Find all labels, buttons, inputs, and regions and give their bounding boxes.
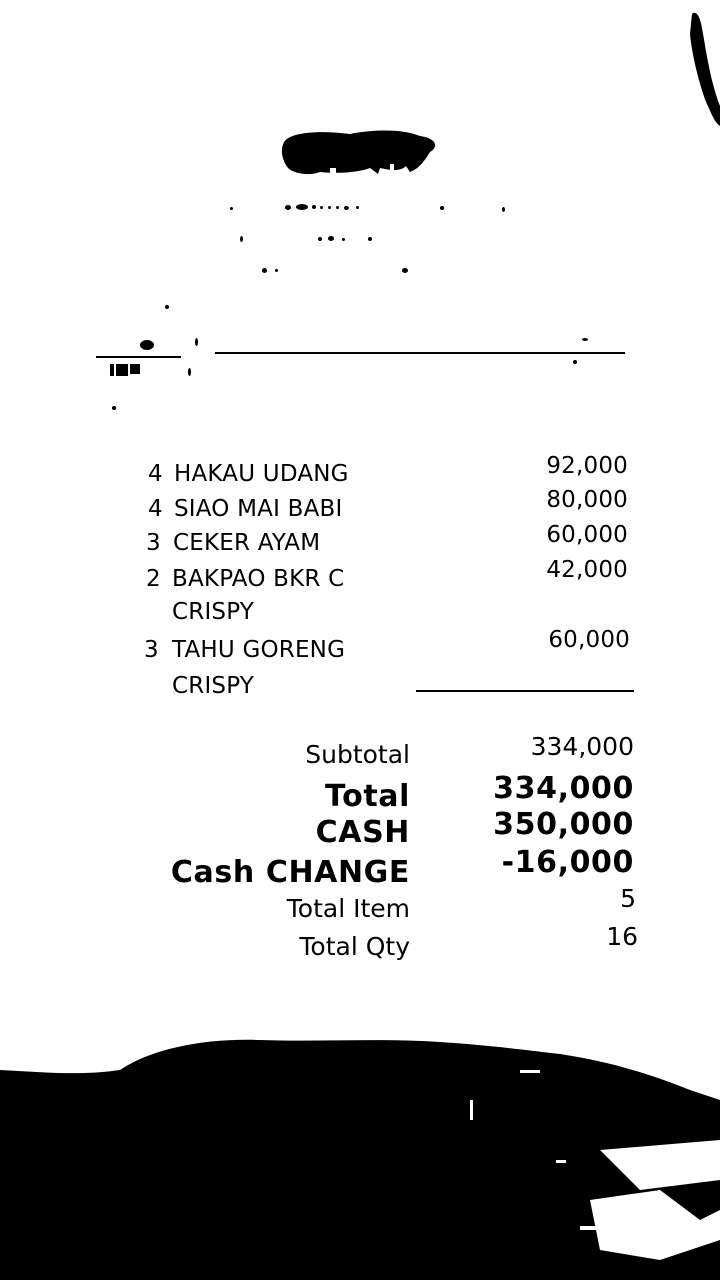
- item-name-line2: CRISPY: [172, 599, 255, 625]
- header-short-rule: [96, 356, 181, 358]
- item-price: 80,000: [546, 487, 628, 513]
- total-item-value: 5: [620, 884, 636, 913]
- item-qty: 4: [148, 496, 163, 522]
- faded-mark: [108, 362, 152, 376]
- subtotal-value: 334,000: [530, 732, 634, 761]
- item-qty: 3: [146, 530, 161, 556]
- item-price: 42,000: [546, 557, 628, 583]
- total-qty-label: Total Qty: [299, 932, 410, 961]
- header-rule: [215, 352, 625, 354]
- item-name: HAKAU UDANG: [174, 461, 349, 487]
- total-item-label: Total Item: [286, 894, 410, 923]
- item-price: 60,000: [546, 522, 628, 548]
- total-value: 334,000: [493, 771, 634, 806]
- cash-label: CASH: [315, 815, 410, 850]
- cash-value: 350,000: [493, 807, 634, 842]
- item-name: CEKER AYAM: [173, 530, 321, 556]
- cash-change-value: -16,000: [501, 845, 634, 880]
- subtotal-label: Subtotal: [305, 740, 410, 769]
- item-qty: 4: [148, 461, 163, 487]
- item-name-line2: CRISPY: [172, 673, 255, 699]
- table-surface: [0, 1030, 720, 1280]
- right-edge-object: [680, 10, 720, 130]
- item-name: SIAO MAI BABI: [174, 496, 343, 522]
- item-qty: 3: [144, 637, 159, 663]
- totals-separator: [416, 690, 634, 692]
- total-label: Total: [325, 779, 410, 814]
- item-price: 92,000: [546, 453, 628, 479]
- item-name: BAKPAO BKR C: [172, 566, 345, 592]
- item-qty: 2: [146, 566, 161, 592]
- item-price: 60,000: [548, 627, 630, 653]
- total-qty-value: 16: [606, 922, 638, 951]
- cash-change-label: Cash CHANGE: [170, 855, 410, 890]
- item-name: TAHU GORENG: [172, 637, 346, 663]
- store-logo: [280, 128, 440, 178]
